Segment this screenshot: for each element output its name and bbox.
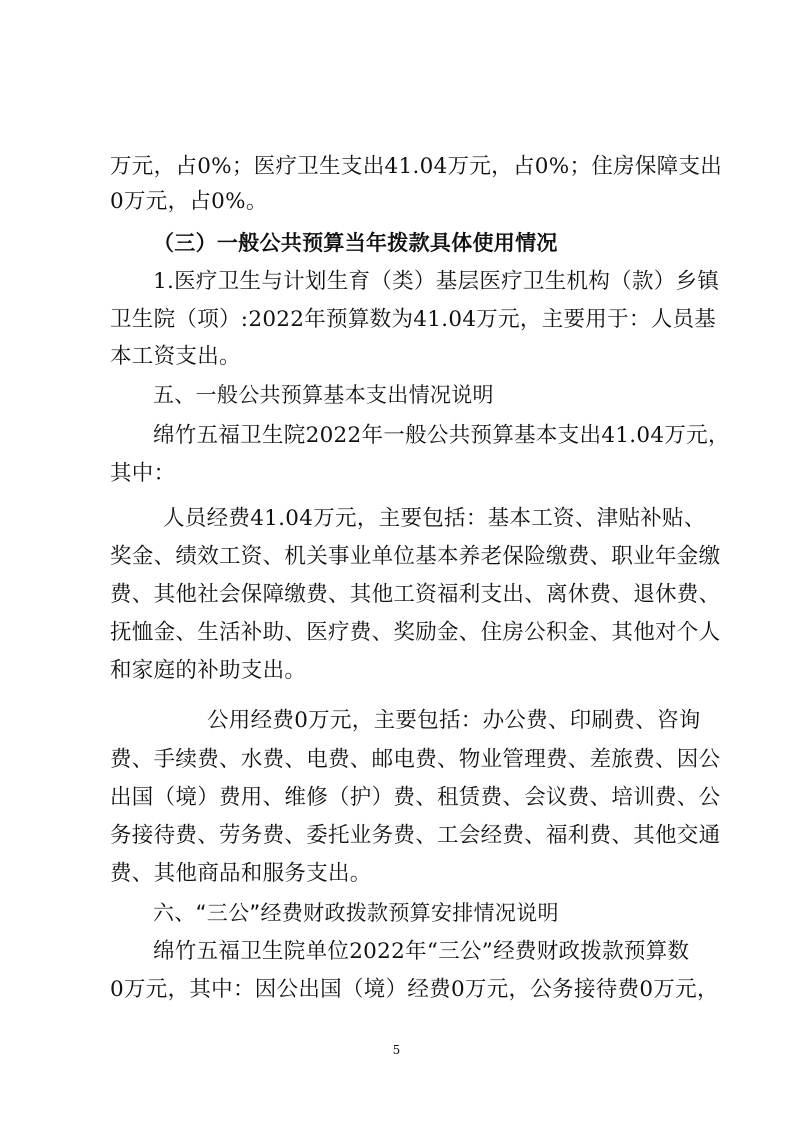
body-line: 费、其他社会保障缴费、其他工资福利支出、离休费、退休费、: [110, 582, 721, 607]
section-heading: 五、一般公共预算基本支出情况说明: [153, 383, 494, 407]
body-line: 人员经费41.04万元，主要包括：基本工资、津贴补贴、: [163, 506, 706, 531]
body-line: 0万元，占0%。: [110, 189, 268, 214]
body-line: 出国（境）费用、维修（护）费、租赁费、会议费、培训费、公: [110, 785, 721, 810]
body-line: 0万元，其中：因公出国（境）经费0万元，公务接待费0万元，: [110, 977, 719, 1002]
body-line: 其中：: [110, 461, 176, 486]
section-heading: （三）一般公共预算当年拨款具体使用情况: [153, 231, 558, 255]
page-number: 5: [392, 1043, 401, 1057]
body-line: 费、手续费、水费、电费、邮电费、物业管理费、差旅费、因公: [110, 747, 721, 772]
body-line: 绵竹五福卫生院单位2022年“三公”经费财政拨款预算数: [153, 939, 690, 964]
body-line: 卫生院（项）:2022年预算数为41.04万元，主要用于：人员基: [110, 307, 717, 332]
body-line: 万元，占0%；医疗卫生支出41.04万元，占0%；住房保障支出: [110, 154, 723, 179]
body-line: 务接待费、劳务费、委托业务费、工会经费、福利费、其他交通: [110, 823, 721, 848]
body-line: 绵竹五福卫生院2022年一般公共预算基本支出41.04万元，: [153, 423, 730, 448]
body-line: 1.医疗卫生与计划生育（类）基层医疗卫生机构（款）乡镇: [153, 269, 720, 294]
body-line: 公用经费0万元，主要包括：办公费、印刷费、咨询: [207, 708, 701, 733]
body-line: 费、其他商品和服务支出。: [110, 861, 372, 886]
section-heading: 六、“三公”经费财政拨款预算安排情况说明: [153, 901, 559, 925]
body-line: 和家庭的补助支出。: [110, 658, 307, 683]
body-line: 本工资支出。: [110, 344, 241, 369]
body-line: 奖金、绩效工资、机关事业单位基本养老保险缴费、职业年金缴: [110, 544, 721, 569]
body-line: 抚恤金、生活补助、医疗费、奖励金、住房公积金、其他对个人: [110, 620, 721, 645]
